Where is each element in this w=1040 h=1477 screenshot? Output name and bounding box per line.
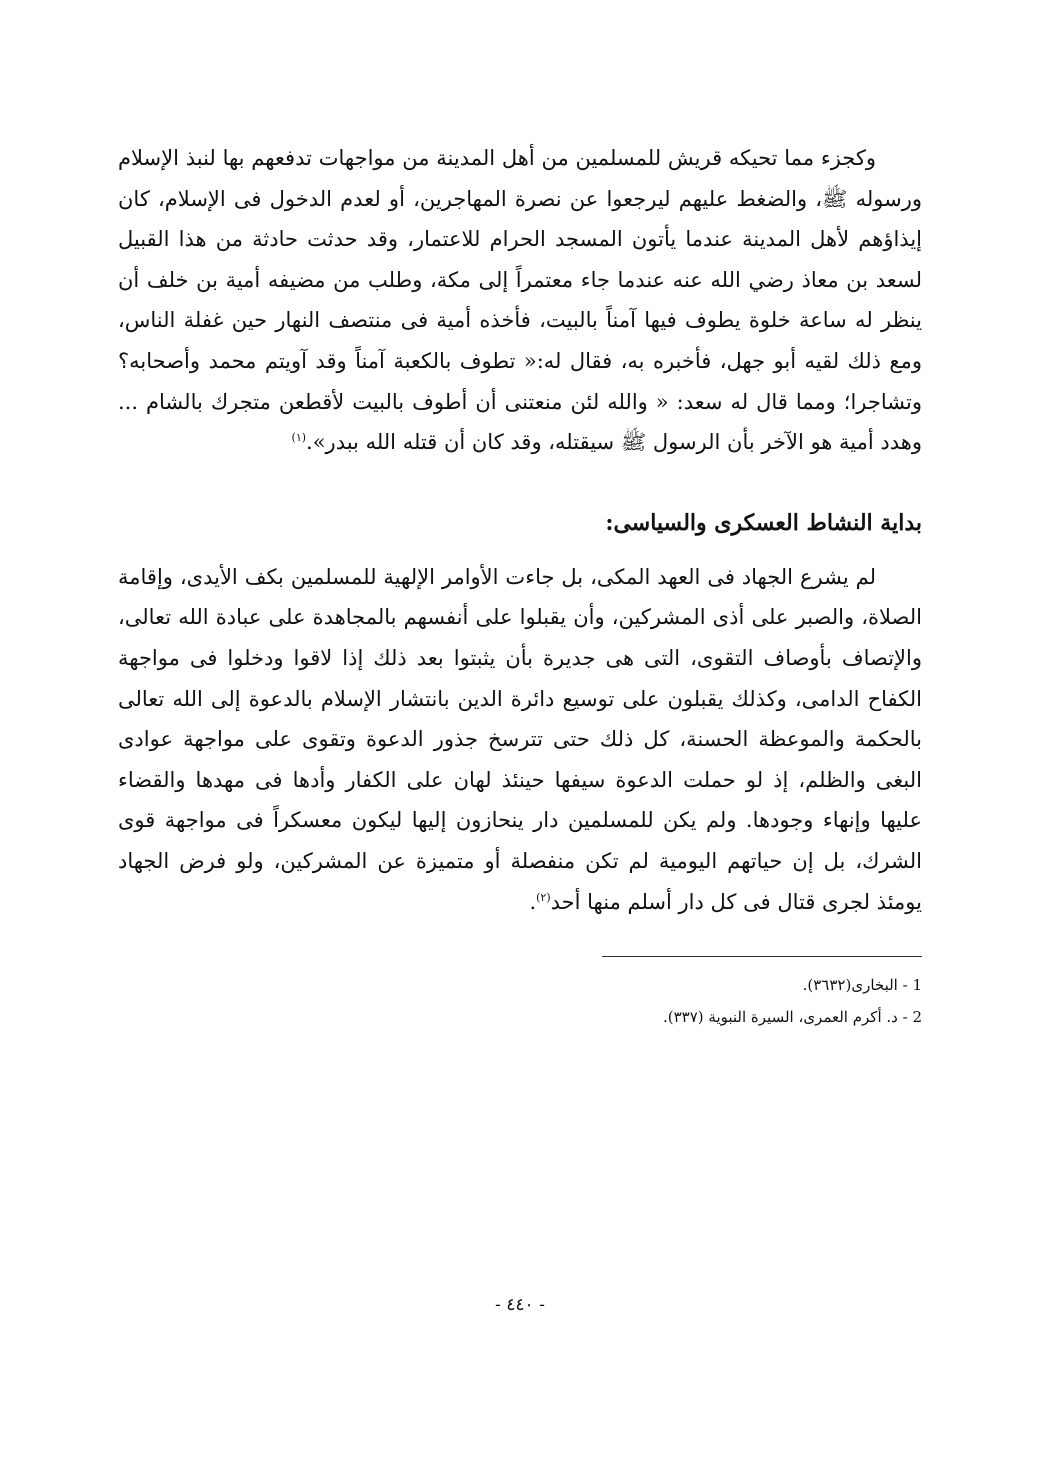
page-body	[118, 138, 922, 1477]
footnote-divider	[602, 956, 922, 957]
footnotes	[118, 969, 922, 1033]
footnote-ref-1[interactable]: (١)	[291, 431, 307, 445]
paragraph-2-text: لم يشرع الجهاد فى العهد المكى، بل جاءت الأوامر الإلهية للمسلمين بكف الأيدى، وإقامة الصلاة، والصبر على أذى المشركين، وأن يقبلوا على أنفسهم بالمجاهدة على عبادة الله تعالى، والإتصاف بأوصاف التقوى، التى هى جديرة بأن يثبتوا بعد ذلك إذا لاقوا ودخلوا فى مواجهة الكفاح الدامى، وكذلك يقبلون على توسيع دائرة الدين بانتشار الإسلام بالدعوة إلى الله تعالى بالحكمة والموعظة الحسنة، كل ذلك حتى تترسخ جذور الدعوة وتقوى على مواجهة عوادى البغى والظلم، إذ لو حملت الدعوة سيفها حينئذ لهان على الكفار وأدها فى مهدها والقضاء عليها وإنهاء وجودها. ولم يكن للمسلمين دار ينحازون إليها ليكون معسكراً فى مواجهة قوى الشرك، بل إن حياتهم اليومية لم تكن منفصلة أو متميزة عن المشركين، ولو فرض الجهاد يومئذ لجرى قتال فى كل دار أسلم منها أحد	[118, 564, 922, 914]
footnote-2: 2 - د. أكرم العمرى، السيرة النبوية (٣٣٧).	[662, 1008, 922, 1027]
body-paragraph-2	[118, 557, 922, 922]
page-number: - ٤٤٠ -	[495, 1295, 545, 1315]
footnote-ref-2[interactable]: (٢)	[536, 890, 551, 904]
body-paragraph-1	[118, 138, 922, 463]
footnote-1: 1 - البخارى(٣٦٣٢).	[802, 976, 922, 995]
paragraph-2-end: .	[529, 889, 537, 914]
section-heading: بداية النشاط العسكرى والسياسى:	[605, 509, 922, 536]
paragraph-1-text: وكجزء مما تحيكه قريش للمسلمين من أهل المدينة من مواجهات تدفعهم بها لنبذ الإسلام ورسوله ﷺ، والضغط عليهم ليرجعوا عن نصرة المهاجرين، أو لعدم الدخول فى الإسلام، كان إيذاؤهم لأهل المدينة عندما يأتون المسجد الحرام للاعتمار، وقد حدثت حادثة من هذا القبيل لسعد بن معاذ رضي الله عنه عندما جاء معتمراً إلى مكة، وطلب من مضيفه أمية بن خلف أن ينظر له ساعة خلوة يطوف فيها آمناً بالبيت، فأخذه أمية فى منتصف النهار حين غفلة الناس، ومع ذلك لقيه أبو جهل، فأخبره به، فقال له:« تطوف بالكعبة آمناً وقد آويتم محمد وأصحابه؟ وتشاجرا؛ ومما قال له سعد: « والله لئن منعتنى أن أطوف بالبيت لأقطعن متجرك بالشام ... وهدد أمية هو الآخر بأن الرسول ﷺ سيقتله، وقد كان أن قتله الله ببدر».	[118, 146, 922, 455]
